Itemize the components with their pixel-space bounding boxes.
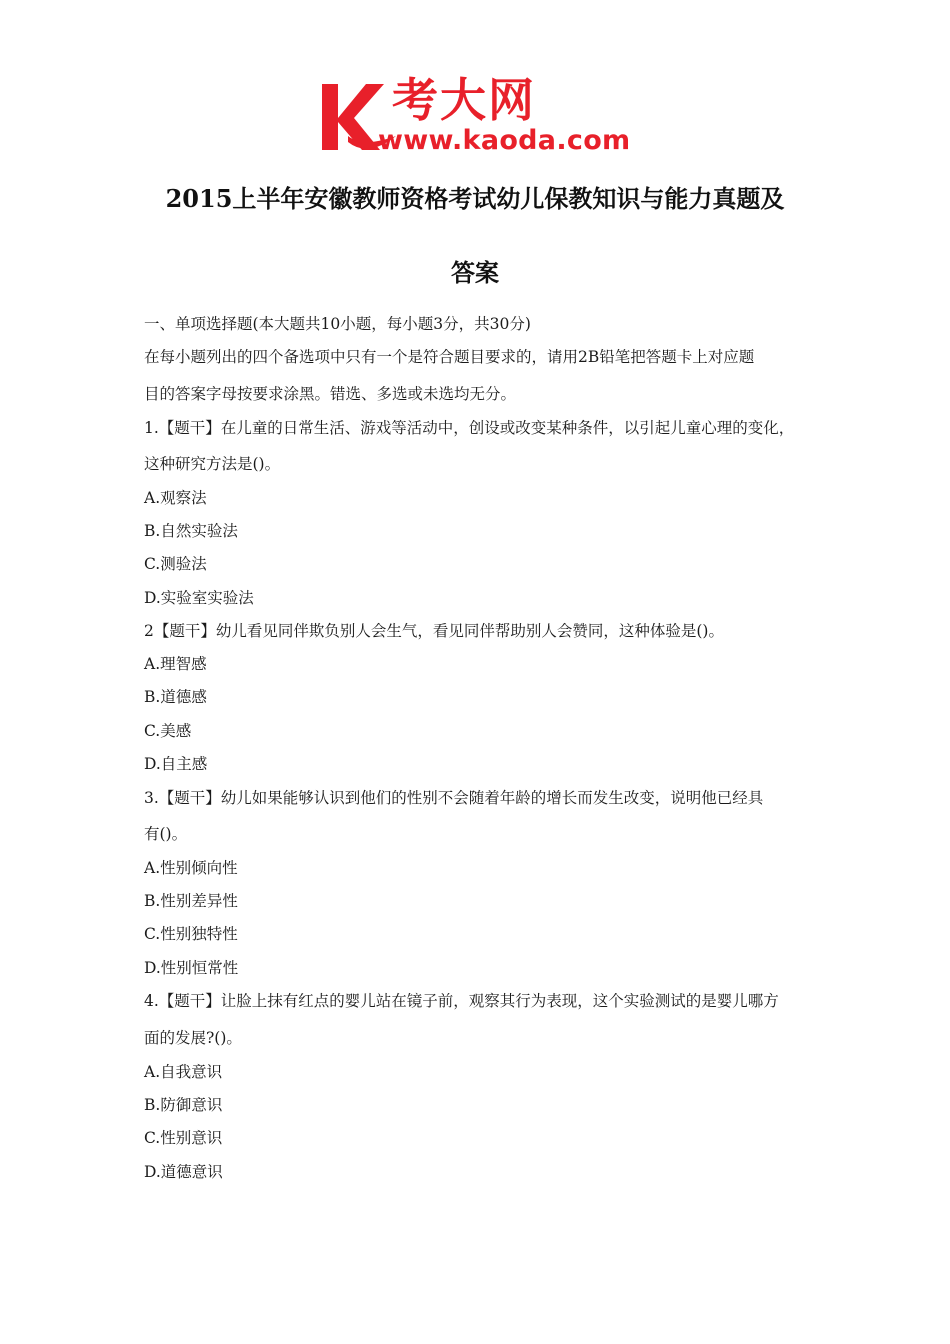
question-3-option-c: C.性别独特性 <box>144 925 238 943</box>
question-4-stem-line-1: 4.【题干】让脸上抹有红点的婴儿站在镜子前，观察其行为表现，这个实验测试的是婴儿哪方 <box>144 992 779 1010</box>
question-1-option-d: D.实验室实验法 <box>144 589 254 607</box>
question-2-option-a: A.理智感 <box>144 655 207 673</box>
question-1-option-a: A.观察法 <box>144 489 207 507</box>
question-3-option-d: D.性别恒常性 <box>144 959 239 977</box>
question-1-option-c: C.测验法 <box>144 555 207 573</box>
question-2-option-c: C.美感 <box>144 722 192 740</box>
question-1-stem-line-2: 这种研究方法是()。 <box>144 455 281 473</box>
question-3-option-a: A.性别倾向性 <box>144 859 238 877</box>
question-1-stem-line-1: 1.【题干】在儿童的日常生活、游戏等活动中，创设或改变某种条件，以引起儿童心理的变化， <box>144 419 795 437</box>
kaoda-logo <box>318 73 640 158</box>
question-4-option-c: C.性别意识 <box>144 1129 223 1147</box>
question-2-stem-line-1: 2【题干】幼儿看见同伴欺负别人会生气，看见同伴帮助别人会赞同，这种体验是()。 <box>144 622 724 640</box>
question-4-option-d: D.道德意识 <box>144 1163 223 1181</box>
question-3-stem-line-2: 有()。 <box>144 825 188 843</box>
section-heading: 一、单项选择题(本大题共10小题，每小题3分，共30分) <box>144 315 531 333</box>
question-2-option-b: B.道德感 <box>144 688 207 706</box>
question-4-option-b: B.防御意识 <box>144 1096 223 1114</box>
question-3-option-b: B.性别差异性 <box>144 892 238 910</box>
question-4-option-a: A.自我意识 <box>144 1063 223 1081</box>
question-1-option-b: B.自然实验法 <box>144 522 238 540</box>
question-3-stem-line-1: 3.【题干】幼儿如果能够认识到他们的性别不会随着年龄的增长而发生改变，说明他已经具 <box>144 789 764 807</box>
logo-url-text: www.kaoda.com <box>378 125 631 156</box>
logo-brand-text: 考大网 <box>392 73 536 127</box>
page-title-line-2: 答案 <box>451 258 499 287</box>
question-4-stem-line-2: 面的发展?()。 <box>144 1029 242 1047</box>
page-title-line-1: 2015上半年安徽教师资格考试幼儿保教知识与能力真题及 <box>165 184 785 213</box>
question-2-option-d: D.自主感 <box>144 755 208 773</box>
instruction-line-2: 目的答案字母按要求涂黑。错选、多选或未选均无分。 <box>144 385 517 403</box>
instruction-line-1: 在每小题列出的四个备选项中只有一个是符合题目要求的，请用2B铅笔把答题卡上对应题 <box>144 348 755 366</box>
